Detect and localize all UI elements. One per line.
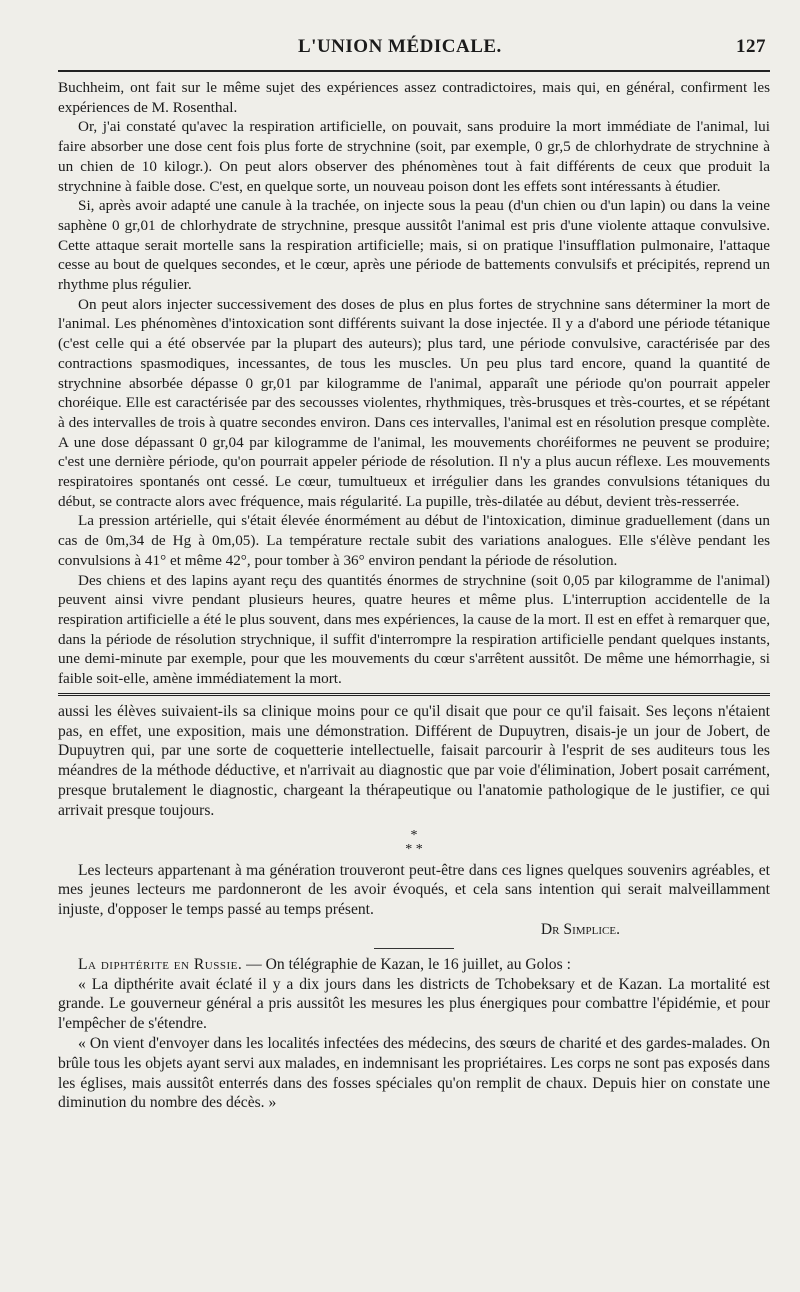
- header-rule: [58, 70, 770, 72]
- news-intro: — On télégraphie de Kazan, le 16 juillet, au Golos :: [242, 955, 571, 973]
- paragraph: aussi les élèves suivaient-ils sa clinique moins pour ce qu'il disait que pour ce qu'il faisait. Ses leçons n'étaient pas, en effet, une exposition, mais une démonstration. Différent de Dupuytren, disais-je un jour de Jobert, de Dupuytren qui, par une sorte de coquetterie intellectuelle, faisait parcourir à l'esprit de ses auditeurs tous les méandres de la méthode déductive, et n'arrivait au diagnostic que par voie d'élimination, Jobert posait carrément, presque brutalement le diagnostic, chargeant la thérapeutique ou l'anatomie pathologique de le justifier, ce qui arrivait presque toujours.: [58, 702, 770, 819]
- asterism-bottom: * *: [405, 841, 423, 857]
- paragraph: Des chiens et des lapins ayant reçu des quantités énormes de strychnine (soit 0,05 par kilogramme de l'animal) peuvent ainsi vivre pendant plusieurs heures, quatre heures et même plus. L'interruption accidentelle de la respiration artificielle a été le plus souvent, dans mes expériences, la cause de la mort. Il est en effet à remarquer que, dans la période de résolution strychnique, il suffit d'interrompre la respiration artificielle pendant quelques instants, une demi-minute par exemple, pour que les mouvements du cœur s'arrêtent aussitôt. De même une hémorrhagie, si faible soit-elle, amène immédiatement la mort.: [58, 571, 770, 688]
- paragraph: On peut alors injecter successivement des doses de plus en plus fortes de strychnine sans déterminer la mort de l'animal. Les phénomènes d'intoxication sont différents suivant la dose injectée. Il y a d'abord une période tétanique (c'est celle qui a été observée par la plupart des auteurs); plus tard, une période convulsive, caractérisée par des contractions spasmodiques, incessantes, de tous les muscles. Un peu plus tard encore, quand la quantité de strychnine absorbée dépasse 0 gr,01 par kilogramme de l'animal, apparaît une période qu'on pourrait appeler choréique. Elle est caractérisée par des secousses violentes, rhythmiques, très-brusques et très-courtes, et se répétant à des intervalles de trois à quatre secondes environ. Dans ces intervalles, l'animal est en résolution presque complète. A une dose dépassant 0 gr,04 par kilogramme de l'animal, les mouvements choréiformes ne peuvent se produire; c'est une dernière période, qu'on pourrait appeler période de résolution. Il n'y a plus aucun réflexe. Les mouvements respiratoires spontanés ont cessé. Le cœur, tumultueux et irrégulier dans les grandes convulsions tétaniques du début, se contracte alors avec fréquence, mais régularité. La pupille, très-dilatée au début, devient très-resserrée.: [58, 295, 770, 510]
- paragraph: « La dipthérite avait éclaté il y a dix jours dans les districts de Tchobeksary et de Kazan. La mortalité est grande. Le gouverneur général a pris aussitôt les mesures les plus énergiques pour combattre l'épidémie, et pour l'empêcher de s'étendre.: [58, 975, 770, 1033]
- paragraph: « On vient d'envoyer dans les localités infectées des médecins, des sœurs de charité et des gardes-malades. On brûle tous les objets ayant servi aux malades, en indemnisant les propriétaires. Les corps ne sont pas exposés dans les églises, mais aussitôt enterrés dans des fosses spéciales qu'on remplit de chaux. Depuis hier on constate une diminution du nombre des décès. »: [58, 1034, 770, 1112]
- section-divider: [58, 693, 770, 696]
- asterism-top: *: [410, 827, 418, 843]
- signature: Dr Simplice.: [540, 920, 620, 938]
- paragraph: Les lecteurs appartenant à ma génération trouveront peut-être dans ces lignes quelques souvenirs agréables, et mes jeunes lecteurs me pardonneront de les avoir évoqués, et cela sans intention qui serait malveillamment injuste, d'opposer le temps passé au temps présent.: [58, 861, 770, 919]
- page-header: [58, 36, 770, 70]
- upper-article: [58, 78, 770, 689]
- news-heading: La diphtérite en Russie.: [78, 955, 243, 973]
- short-divider: [374, 948, 454, 949]
- paragraph: Or, j'ai constaté qu'avec la respiration artificielle, on pouvait, sans produire la mort immédiate de l'animal, lui faire absorber une dose cent fois plus forte de strychnine (soit, par exemple, 0 gr,5 de chlorhydrate de strychnine à un chien de 10 kilogr.). On peut alors observer des phénomènes tout à fait différents de ceux que produit la strychnine à faible dose. C'est, en quelque sorte, un nouveau poison dont les effets sont intéressants à étudier.: [58, 118, 770, 195]
- paragraph: Buchheim, ont fait sur le même sujet des expériences assez contradictoires, mais qui, en général, confirment les expériences de M. Rosenthal.: [58, 79, 770, 116]
- feuilleton: [58, 702, 770, 1113]
- paragraph: Si, après avoir adapté une canule à la trachée, on injecte sous la peau (d'un chien ou d'un lapin) ou dans la veine saphène 0 gr,01 de chlorhydrate de strychnine, presque aussitôt l'animal est pris d'une violente attaque convulsive. Cette attaque serait mortelle sans la respiration artificielle; mais, si on pratique l'insufflation pulmonaire, l'attaque cesse au bout de quelques secondes, et le cœur, après une période de battements convulsifs et précipités, reprend un rhythme plus régulier.: [58, 197, 770, 294]
- paragraph: La pression artérielle, qui s'était élevée énormément au début de l'intoxication, diminue graduellement (dans un cas de 0m,34 de Hg à 0m,05). La température rectale subit des variations analogues. Elle s'élève pendant les convulsions à 41° et même 42°, pour tomber à 36° environ pendant la période de résolution.: [58, 512, 770, 569]
- asterism: [58, 829, 770, 857]
- page-number: 127: [736, 36, 766, 57]
- running-title: L'UNION MÉDICALE.: [298, 36, 502, 57]
- news-item: [58, 955, 770, 975]
